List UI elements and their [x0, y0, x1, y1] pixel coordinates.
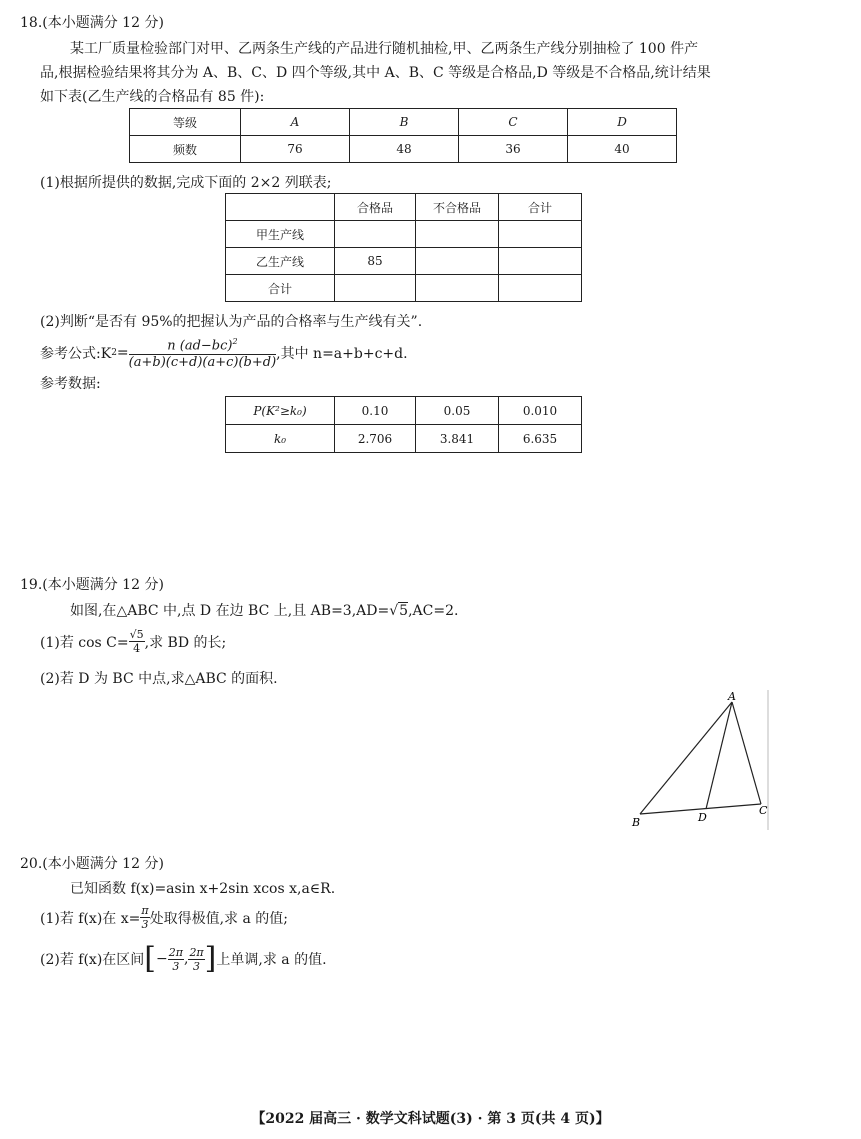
table-cell: D — [568, 109, 677, 136]
table-cell: A — [241, 109, 350, 136]
contingency-table — [225, 193, 582, 302]
lower-bound-fraction — [168, 946, 184, 973]
right-bracket: ] — [204, 941, 217, 976]
table-cell — [416, 248, 499, 275]
q20-part1-pre: (1)若 f(x)在 x= — [40, 910, 141, 927]
table-cell: 0.010 — [499, 397, 582, 425]
label-b: B — [632, 816, 641, 829]
formula-fraction — [129, 334, 277, 371]
table-cell: 不合格品 — [416, 194, 499, 221]
table-cell — [499, 221, 582, 248]
critical-value-table — [225, 396, 582, 453]
q20-part1 — [40, 904, 288, 931]
q19-header: 19.(本小题满分 12 分) — [20, 577, 164, 593]
table-cell: 76 — [241, 136, 350, 163]
ref-data-label: 参考数据: — [40, 376, 101, 392]
table-cell: 合格品 — [335, 194, 416, 221]
q18-header: 18.(本小题满分 12 分) — [20, 15, 164, 31]
cos-denominator: 4 — [133, 642, 141, 655]
q20-part2-post: 上单调,求 a 的值. — [216, 952, 327, 968]
table-cell: 合计 — [226, 275, 335, 302]
q19-stem: 如图,在△ABC 中,点 D 在边 BC 上,且 AB=3,AD=√5,AC=2. — [70, 603, 459, 619]
table-cell — [499, 275, 582, 302]
left-bracket: [ — [144, 941, 157, 976]
formula-denominator: (a+b)(c+d)(a+c)(b+d) — [128, 355, 277, 371]
table-cell: 2.706 — [335, 425, 416, 453]
lb-denominator: 3 — [172, 959, 180, 973]
table-cell: 合计 — [499, 194, 582, 221]
table-cell: 频数 — [130, 136, 241, 163]
table-row — [130, 109, 677, 136]
q18-part1: (1)根据所提供的数据,完成下面的 2×2 列联表; — [40, 175, 332, 191]
cos-numerator: √5 — [129, 628, 144, 641]
table-cell: 甲生产线 — [226, 221, 335, 248]
table-cell: 乙生产线 — [226, 248, 335, 275]
q20-part2-pre: (2)若 f(x)在区间 — [40, 952, 145, 968]
sqrt-value: 5 — [399, 603, 409, 619]
formula-prefix: 参考公式:K — [40, 345, 112, 362]
q18-stem-line1: 某工厂质量检验部门对甲、乙两条生产线的产品进行随机抽检,甲、乙两条生产线分别抽检了 100 件产 — [70, 41, 699, 57]
upper-bound-fraction — [188, 946, 204, 973]
formula-suffix: ,其中 n=a+b+c+d. — [276, 345, 408, 362]
triangle-figure — [628, 690, 773, 832]
table-cell: C — [459, 109, 568, 136]
q19-part1 — [40, 628, 226, 655]
grade-frequency-table — [129, 108, 677, 163]
table-cell: 48 — [350, 136, 459, 163]
label-d: D — [698, 811, 707, 824]
table-row — [130, 136, 677, 163]
formula-eq: = — [116, 344, 129, 361]
table-row — [226, 397, 582, 425]
rb-numerator: 2π — [189, 945, 204, 959]
formula-numerator: n (ad−bc) — [167, 338, 233, 354]
q19-stem-pre: 如图,在△ABC 中,点 D 在边 BC 上,且 AB=3,AD= — [70, 603, 390, 619]
segment-ac — [732, 702, 761, 804]
rb-denominator: 3 — [193, 959, 201, 973]
table-cell — [499, 248, 582, 275]
page-footer: 【2022 届高三 · 数学文科试题(3) · 第 3 页(共 4 页)】 — [251, 1111, 610, 1127]
q20-stem: 已知函数 f(x)=asin x+2sin xcos x,a∈R. — [70, 881, 336, 897]
q20-part1-post: 处取得极值,求 a 的值; — [149, 910, 289, 927]
table-cell: 40 — [568, 136, 677, 163]
q18-part2: (2)判断“是否有 95%的把握认为产品的合格率与生产线有关”. — [40, 314, 423, 330]
lower-bound-sign: − — [156, 951, 168, 967]
table-row — [226, 275, 582, 302]
q19-part1-post: ,求 BD 的长; — [144, 634, 227, 651]
table-row — [226, 248, 582, 275]
q19-part1-pre: (1)若 cos C= — [40, 634, 129, 651]
q18-stem-line2: 品,根据检验结果将其分为 A、B、C、D 四个等级,其中 A、B、C 等级是合格品,D 等级是不合格品,统计结果 — [40, 65, 711, 81]
q18-stem-line3: 如下表(乙生产线的合格品有 85 件): — [40, 89, 265, 105]
q19-stem-post: ,AC=2. — [408, 603, 459, 619]
table-cell: 等级 — [130, 109, 241, 136]
label-a: A — [728, 690, 736, 703]
table-cell: 0.10 — [335, 397, 416, 425]
table-cell — [335, 221, 416, 248]
q18-formula — [40, 334, 408, 371]
table-cell: 6.635 — [499, 425, 582, 453]
table-row — [226, 194, 582, 221]
table-cell: 85 — [335, 248, 416, 275]
q20-part2 — [40, 941, 327, 976]
label-c: C — [759, 804, 768, 817]
cos-fraction — [129, 628, 145, 655]
table-row — [226, 425, 582, 453]
q19-part2: (2)若 D 为 BC 中点,求△ABC 的面积. — [40, 671, 278, 687]
interval-comma: , — [183, 951, 189, 967]
lb-numerator: 2π — [168, 945, 183, 959]
part1-numerator: π — [141, 904, 149, 917]
table-cell: 3.841 — [416, 425, 499, 453]
table-cell — [226, 194, 335, 221]
table-cell: 0.05 — [416, 397, 499, 425]
formula-num-sup: 2 — [232, 337, 238, 346]
table-cell: B — [350, 109, 459, 136]
table-cell: 36 — [459, 136, 568, 163]
q20-header: 20.(本小题满分 12 分) — [20, 856, 164, 872]
part1-denominator: 3 — [141, 918, 149, 931]
formula-sup: 2 — [111, 347, 117, 358]
table-row — [226, 221, 582, 248]
table-cell — [416, 221, 499, 248]
table-cell — [335, 275, 416, 302]
table-cell: P(K²≥k₀) — [226, 397, 335, 425]
table-cell: k₀ — [226, 425, 335, 453]
table-cell — [416, 275, 499, 302]
pi-over-3-fraction — [140, 904, 149, 931]
